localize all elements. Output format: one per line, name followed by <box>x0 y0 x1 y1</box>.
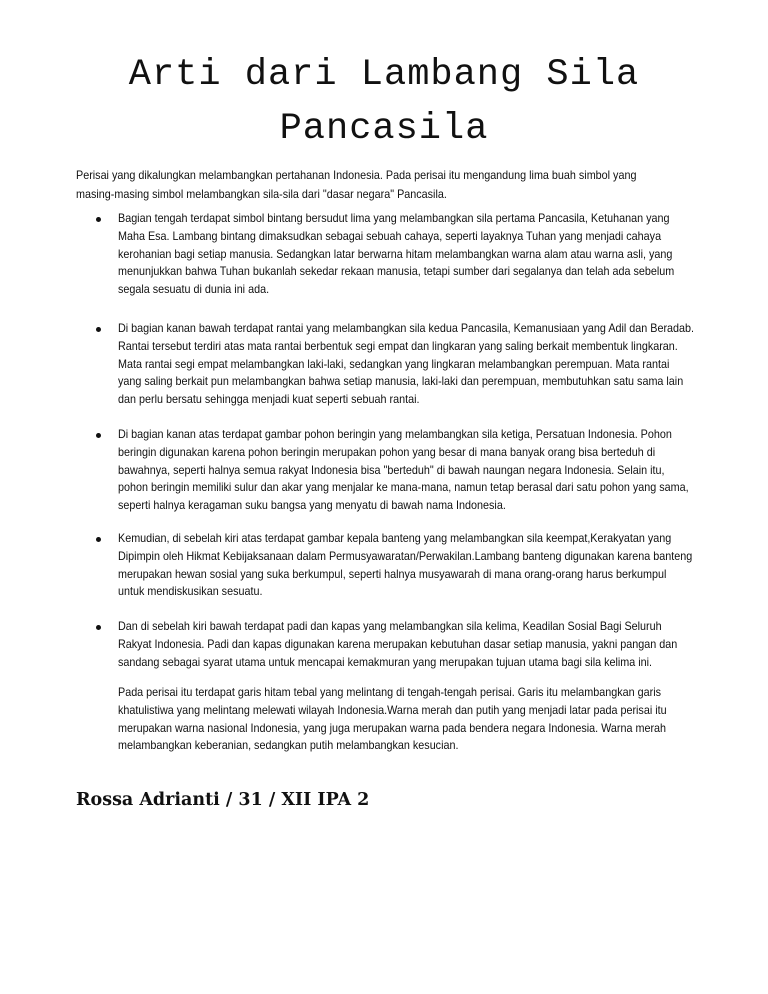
closing-paragraph: Pada perisai itu terdapat garis hitam tebal yang melintang di tengah-tengah perisai. Garis itu melambangkan garis khatulistiwa yang melintang melewati wilayah Indonesia.Warna merah dan putih yang menjadi latar pada perisai itu merupakan warna nasional Indonesia, yang juga merupakan warna pada bendera negara Indonesia. Warna merah melambangkan keberanian, sedangkan putih melambangkan kesucian. <box>118 686 667 753</box>
bullet-dot-icon <box>96 217 101 222</box>
bullet-dot-icon <box>96 327 101 332</box>
bullet-text: Di bagian kanan bawah terdapat rantai yang melambangkan sila kedua Pancasila, Kemanusiaan yang Adil dan Beradab. Rantai tersebut terdiri atas mata rantai berbentuk segi empat dan lingkaran yang saling berkait membentuk lingkaran. Mata rantai segi empat melambangkan laki-laki, sedangkan yang lingkaran melambangkan perempuan. Mata rantai yang saling berkait pun melambangkan bahwa setiap manusia, laki-laki dan perempuan, membutuhkan satu sama lain dan perlu bersatu sehingga menjadi kuat seperti sebuah rantai. <box>118 322 695 407</box>
document-title: Arti dari Lambang Sila Pancasila <box>128 54 640 150</box>
author-line: Rossa Adrianti / 31 / XII IPA 2 <box>76 790 370 810</box>
bullet-text: Kemudian, di sebelah kiri atas terdapat gambar kepala banteng yang melambangkan sila keempat,Kerakyatan yang Dipimpin oleh Hikmat Kebijaksanaan dalam Permusyawaratan/Perwakilan.Lambang banteng digunakan karena banteng merupakan hewan sosial yang suka berkumpul, seperti halnya musyawarah di mana orang-orang harus berkumpul untuk mendiskusikan sesuatu. <box>118 532 693 599</box>
bullet-text: Bagian tengah terdapat simbol bintang bersudut lima yang melambangkan sila pertama Pancasila, Ketuhanan yang Maha Esa. Lambang bintang dimaksudkan sebagai sebuah cahaya, seperti layaknya Tuhan yang menjadi cahaya kerohanian bagi setiap manusia. Sedangkan latar berwarna hitam melambangkan warna alam atau warna asli, yang menunjukkan bahwa Tuhan bukanlah sekedar rekaan manusia, tetapi sumber dari segalanya dan telah ada sebelum segala sesuatu di dunia ini ada. <box>118 212 675 297</box>
bullet-dot-icon <box>96 537 101 542</box>
bullet-dot-icon <box>96 433 101 438</box>
bullet-text: Dan di sebelah kiri bawah terdapat padi dan kapas yang melambangkan sila kelima, Keadilan Sosial Bagi Seluruh Rakyat Indonesia. Padi dan kapas digunakan karena merupakan kebutuhan dasar setiap manusia, yakni pangan dan sandang sebagai syarat utama untuk mencapai kemakmuran yang merupakan tujuan utama bagi sila kelima ini. <box>118 620 678 669</box>
intro-paragraph: Perisai yang dikalungkan melambangkan pertahanan Indonesia. Pada perisai itu mengandung lima buah simbol yang masing-masing simbol melambangkan sila-sila dari "dasar negara" Pancasila. <box>76 169 637 201</box>
bullet-dot-icon <box>96 625 101 630</box>
bullet-text: Di bagian kanan atas terdapat gambar pohon beringin yang melambangkan sila ketiga, Persatuan Indonesia. Pohon beringin digunakan karena pohon beringin merupakan pohon yang besar di mana banyak orang bisa berteduh di bawahnya, seperti halnya semua rakyat Indonesia bisa "berteduh" di bawah naungan negara Indonesia. Selain itu, pohon beringin memiliki sulur dan akar yang menjalar ke mana-mana, namun tetap berasal dari satu pohon yang sama, seperti halnya keragaman suku bangsa yang menyatu di bawah nama Indonesia. <box>118 428 689 513</box>
